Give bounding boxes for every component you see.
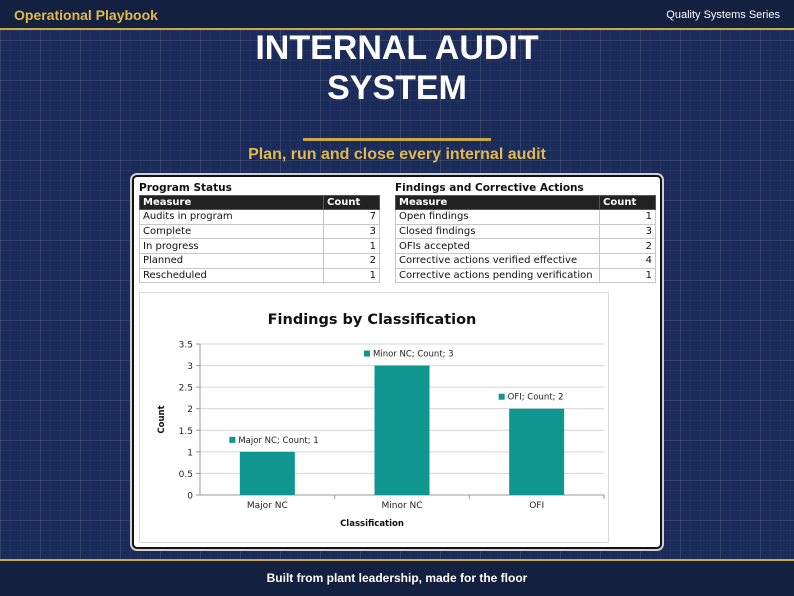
- findings-chart-svg: [140, 293, 610, 544]
- table-row: [140, 254, 380, 269]
- count-cell: 1: [600, 268, 656, 283]
- x-tick-label: Minor NC: [381, 501, 423, 511]
- y-tick-label: 3: [187, 362, 193, 373]
- count-cell: 7: [324, 210, 380, 225]
- data-label-key: [229, 437, 235, 443]
- column-header-count: Count: [324, 196, 380, 210]
- top-bar: [0, 0, 794, 30]
- count-cell: 2: [324, 254, 380, 269]
- table-row: [396, 239, 656, 254]
- page-title-line-1: INTERNAL AUDIT: [255, 29, 539, 67]
- column-header-measure: Measure: [140, 196, 324, 210]
- y-tick-label: 2: [187, 405, 193, 416]
- measure-cell: Open findings: [396, 210, 600, 225]
- page-title: [0, 28, 794, 108]
- table-header-row: [140, 196, 380, 210]
- footer-bar: [0, 559, 794, 596]
- bar: [240, 452, 295, 495]
- table-row: [396, 210, 656, 225]
- table-row: [140, 210, 380, 225]
- measure-cell: Corrective actions pending verification: [396, 268, 600, 283]
- count-cell: 1: [600, 210, 656, 225]
- count-cell: 2: [600, 239, 656, 254]
- measure-cell: Corrective actions verified effective: [396, 254, 600, 269]
- findings-actions-section: [395, 181, 656, 283]
- data-label: OFI; Count; 2: [507, 392, 564, 403]
- page-subtitle: Plan, run and close every internal audit: [248, 146, 546, 163]
- findings-actions-title: Findings and Corrective Actions: [395, 182, 584, 194]
- column-header-count: Count: [600, 196, 656, 210]
- y-tick-label: 3.5: [178, 340, 193, 351]
- measure-cell: Audits in program: [140, 210, 324, 225]
- y-tick-label: 0: [187, 491, 193, 502]
- column-header-measure: Measure: [396, 196, 600, 210]
- program-status-section: [139, 181, 380, 283]
- data-label-key: [364, 351, 370, 357]
- data-label-key: [499, 394, 505, 400]
- chart-title: Findings by Classification: [267, 312, 477, 328]
- count-cell: 4: [600, 254, 656, 269]
- findings-chart: [139, 292, 609, 543]
- measure-cell: Complete: [140, 224, 324, 239]
- title-divider: [303, 138, 491, 141]
- count-cell: 3: [600, 224, 656, 239]
- count-cell: 1: [324, 268, 380, 283]
- data-label: Major NC; Count; 1: [238, 435, 319, 446]
- table-row: [396, 254, 656, 269]
- x-axis-title: Classification: [340, 519, 404, 529]
- table-row: [140, 268, 380, 283]
- table-row: [396, 268, 656, 283]
- y-tick-label: 1: [187, 448, 193, 459]
- count-cell: 1: [324, 239, 380, 254]
- table-header-row: [396, 196, 656, 210]
- x-tick-label: Major NC: [246, 501, 288, 511]
- measure-cell: Closed findings: [396, 224, 600, 239]
- table-row: [140, 239, 380, 254]
- x-tick-label: OFI: [529, 501, 545, 511]
- measure-cell: Rescheduled: [140, 268, 324, 283]
- brand-label: Operational Playbook: [14, 7, 158, 23]
- bar: [509, 409, 564, 495]
- footer-text: Built from plant leadership, made for the floor: [266, 571, 528, 585]
- table-row: [396, 224, 656, 239]
- count-cell: 3: [324, 224, 380, 239]
- bar: [375, 366, 430, 495]
- page-title-line-2: SYSTEM: [327, 69, 467, 107]
- program-status-title: Program Status: [139, 182, 232, 194]
- y-tick-label: 0.5: [178, 469, 193, 480]
- program-status-table: [139, 195, 380, 283]
- y-tick-label: 1.5: [178, 426, 193, 437]
- series-label: Quality Systems Series: [666, 9, 780, 21]
- findings-actions-table: [395, 195, 656, 283]
- measure-cell: OFIs accepted: [396, 239, 600, 254]
- y-axis-title: Count: [157, 405, 167, 434]
- content-panel: [132, 175, 662, 549]
- table-row: [140, 224, 380, 239]
- data-label: Minor NC; Count; 3: [373, 349, 454, 360]
- measure-cell: Planned: [140, 254, 324, 269]
- y-tick-label: 2.5: [178, 383, 193, 394]
- measure-cell: In progress: [140, 239, 324, 254]
